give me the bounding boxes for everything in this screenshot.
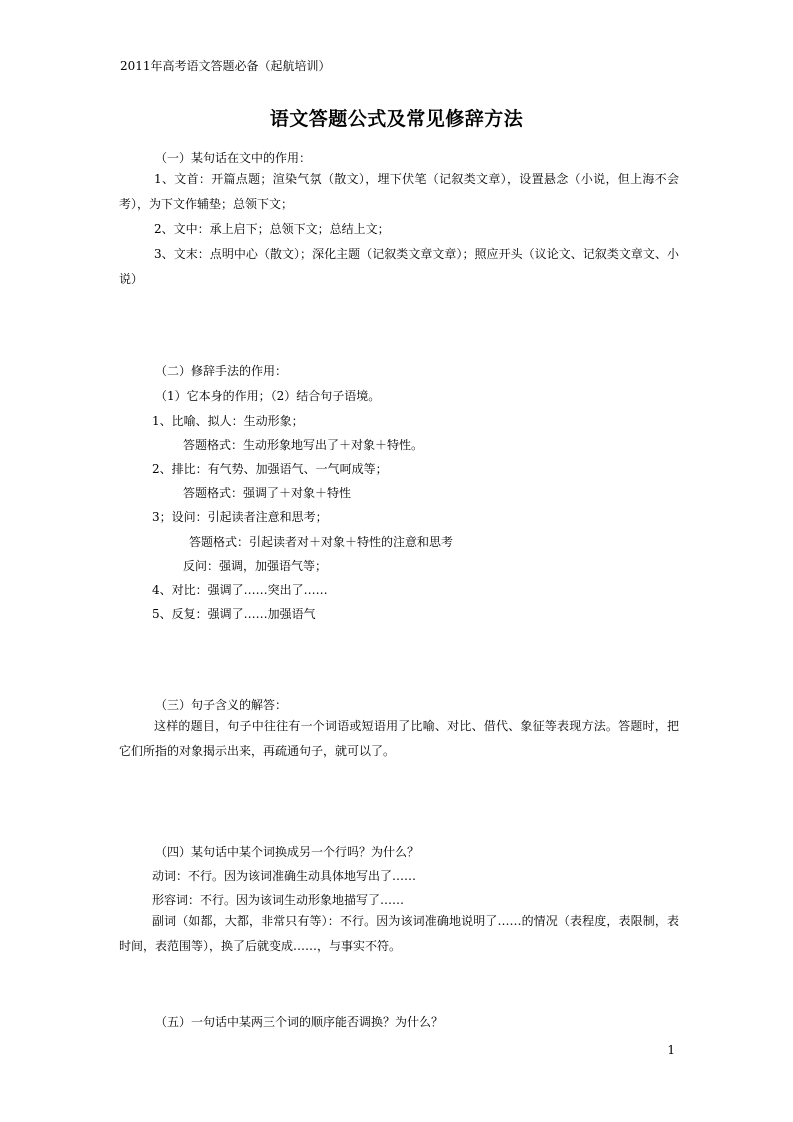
section-2-line: 1、比喻、拟人：生动形象； (152, 414, 304, 428)
section-4-heading: （四）某句话中某个词换成另一个行吗？为什么？ (155, 845, 420, 859)
section-1-body (119, 167, 679, 292)
section-4-body (119, 909, 679, 959)
section-2-line: 答题格式：生动形象地写出了＋对象＋特性。 (183, 438, 424, 452)
section-4-line: 形容词：不行。因为该词生动形象地描写了…… (152, 893, 405, 907)
document-title: 语文答题公式及常见修辞方法 (269, 108, 524, 130)
section-1-para-2: 2、文中：承上启下；总领下文；总结上文； (154, 222, 390, 236)
section-4-para-1: 副词（如都，大都，非常只有等）：不行。因为该词准确地说明了……的情况（表程度，表限制，表时间，表范围等），换了后就变成……，与事实不符。 (119, 914, 679, 953)
section-2-line: 答题格式：强调了＋对象＋特性 (183, 486, 352, 500)
section-3-body (119, 714, 679, 764)
section-1-heading: （一）某句话在文中的作用： (155, 151, 312, 165)
section-2-line: 2、排比：有气势、加强语气、一气呵成等； (152, 462, 388, 476)
section-2-line: 答题格式：引起读者对＋对象＋特性的注意和思考 (189, 535, 454, 549)
section-1-para-1: 1、文首：开篇点题；渲染气氛（散文），埋下伏笔（记叙类文章），设置悬念（小说，但上海不会考），为下文作辅垫；总领下文； (119, 172, 679, 211)
section-2-line: 反问：强调，加强语气等； (183, 559, 328, 573)
section-2-line: 5、反复：强调了……加强语气 (152, 607, 316, 621)
section-2-heading: （二）修辞手法的作用： (155, 364, 288, 378)
page-header: 2011年高考语文答题必备（起航培训） (120, 59, 331, 73)
section-2-line: （1）它本身的作用；（2）结合句子语境。 (155, 389, 381, 403)
section-5-heading: （五）一句话中某两三个词的顺序能否调换？为什么？ (155, 1015, 444, 1029)
section-3-para-1: 这样的题目，句子中往往有一个词语或短语用了比喻、对比、借代、象征等表现方法。答题时，把它们所指的对象揭示出来，再疏通句子，就可以了。 (119, 719, 679, 758)
page-number: 1 (667, 1043, 675, 1057)
section-3-heading: （三）句子含义的解答： (155, 698, 288, 712)
section-1-para-3: 3、文末：点明中心（散文）；深化主题（记叙类文章文章）；照应开头（议论文、记叙类文章文、小说） (119, 247, 679, 286)
section-4-line: 动词：不行。因为该词准确生动具体地写出了…… (152, 869, 417, 883)
section-2-line: 4、对比：强调了……突出了…… (152, 583, 328, 597)
section-2-line: 3；设问：引起读者注意和思考； (152, 510, 328, 524)
